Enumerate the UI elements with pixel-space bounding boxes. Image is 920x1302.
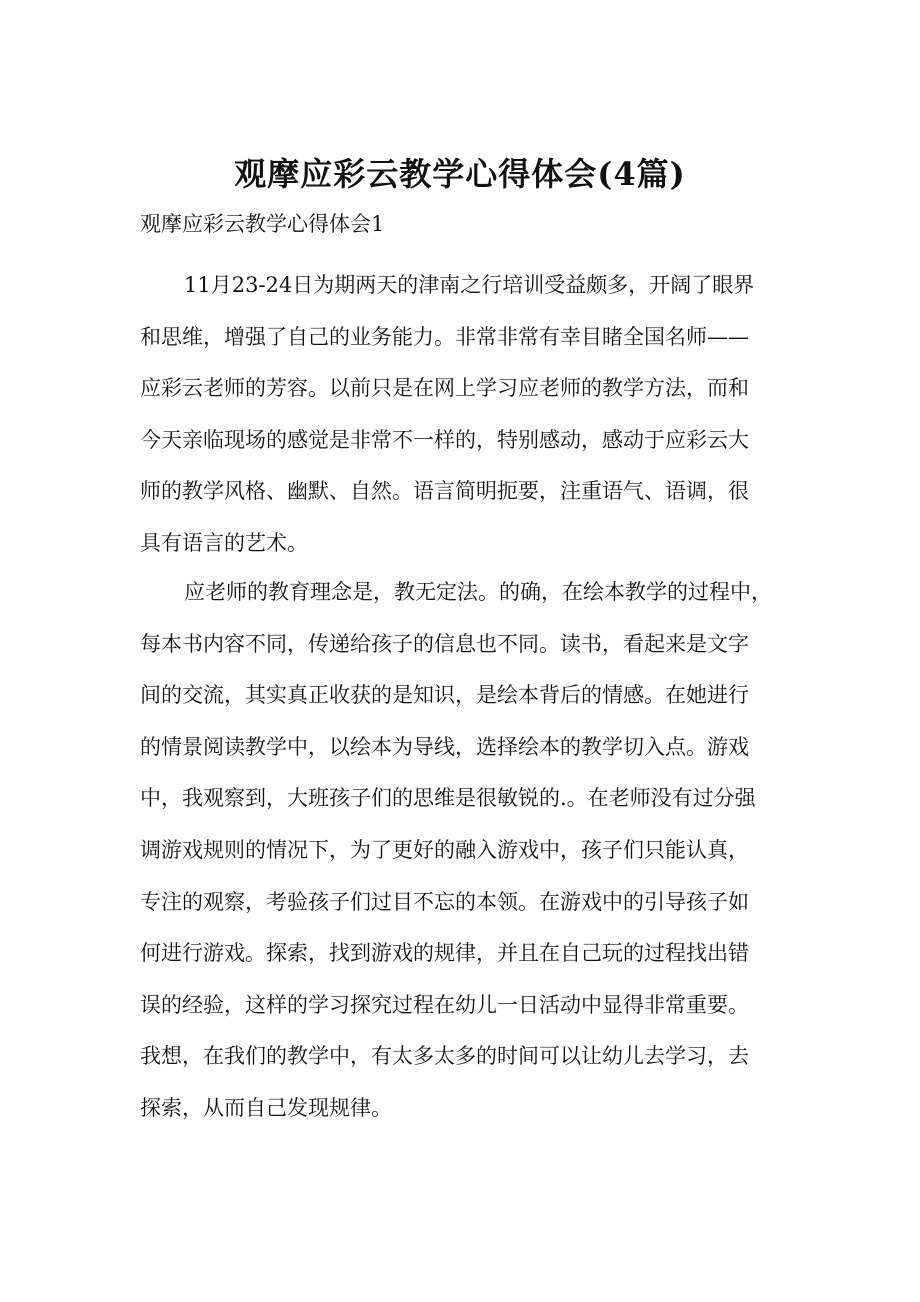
paragraph-line: 应彩云老师的芳容。以前只是在网上学习应老师的教学方法，而和 xyxy=(140,376,749,401)
paragraph-2 xyxy=(140,574,800,1142)
paragraph-line: 师的教学风格、幽默、自然。语言简明扼要，注重语气、语调，很 xyxy=(140,479,749,504)
paragraph-line: 应老师的教育理念是，教无定法。的确，在绘本教学的过程中， xyxy=(184,580,772,604)
paragraph-line: 中，我观察到，大班孩子们的思维是很敏锐的.。在老师没有过分强 xyxy=(140,786,756,811)
paragraph-line: 误的经验，这样的学习探究过程在幼儿一日活动中显得非常重要。 xyxy=(140,992,749,1017)
paragraph-line: 的情景阅读教学中，以绘本为导线，选择绘本的教学切入点。游戏 xyxy=(140,734,749,759)
paragraph-line: 何进行游戏。探索，找到游戏的规律，并且在自己玩的过程找出错 xyxy=(140,941,749,966)
paragraph-line: 11月23-24日为期两天的津南之行培训受益颇多，开阔了眼界 xyxy=(184,273,755,297)
paragraph-line: 和思维，增强了自己的业务能力。非常非常有幸目睹全国名师—— xyxy=(140,324,749,349)
section-heading: 观摩应彩云教学心得体会1 xyxy=(140,212,385,236)
paragraph-line: 每本书内容不同，传递给孩子的信息也不同。读书，看起来是文字 xyxy=(140,631,749,656)
paragraph-line: 间的交流，其实真正收获的是知识，是绘本背后的情感。在她进行 xyxy=(140,683,749,708)
paragraph-line: 探索，从而自己发现规律。 xyxy=(140,1095,392,1120)
paragraph-line: 具有语言的艺术。 xyxy=(140,530,308,555)
document-title: 观摩应彩云教学心得体会(4篇) xyxy=(234,155,686,193)
paragraph-line: 今天亲临现场的感觉是非常不一样的，特别感动，感动于应彩云大 xyxy=(140,427,749,452)
paragraph-line: 调游戏规则的情况下，为了更好的融入游戏中，孩子们只能认真， xyxy=(140,837,749,862)
paragraph-1 xyxy=(140,267,800,577)
paragraph-line: 专注的观察，考验孩子们过目不忘的本领。在游戏中的引导孩子如 xyxy=(140,889,749,914)
paragraph-line: 我想，在我们的教学中，有太多太多的时间可以让幼儿去学习，去 xyxy=(140,1044,749,1069)
